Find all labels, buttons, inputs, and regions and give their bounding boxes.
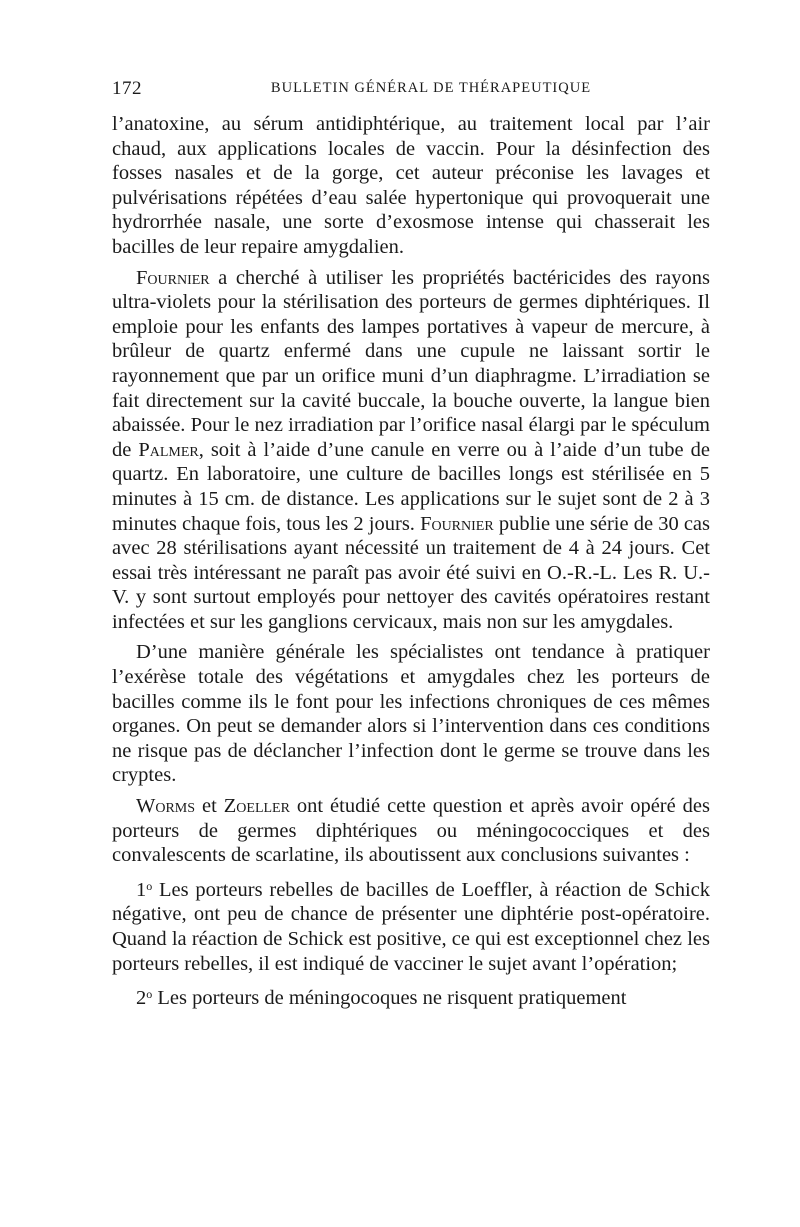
paragraph-1-text: l’anatoxine, au sérum antidiphtérique, au traitement local par l’air chaud, aux applications locales de vaccin. Pour la désinfection des fosses nasales et de la gorge, cet auteur préconise les lavages et pulvérisations répétées d’eau salée hypertonique qui provoquerait une hydrorrhée nasale, une sorte d’exosmose intense qui chasserait les bacilles de leur repaire amygdalien. [112,113,710,258]
paragraph-2-text-b: , soit à l’aide d’une canule en verre ou à l’aide d’un tube de quartz. En laboratoire, une culture de bacilles longs est stérilisée en 5 minutes à 15 cm. de distance. Les applications sur le sujet sont de 2 à 3 minutes chaque fois, tous les 2 jours. [112,438,710,535]
conclusion-item-2-text: Les porteurs de méningocoques ne risquent pratiquement [152,987,627,1010]
item-number: 2 [136,987,147,1010]
paragraph-4-text-a: et [195,795,224,818]
author-name: Fournier [136,266,210,289]
paragraph-2-text-c: publie une série de 30 cas avec 28 stérilisations ayant nécessité un traitement de 4 à 24 jours. Cet essai très intéressant ne paraît pas avoir été suivi en O.-R.-L. Les R. U.-V. y sont surtout employés pour nettoyer des cavités opératoires restant infectées et sur les ganglions cervicaux, mais non sur les amygdales. [112,512,711,633]
conclusion-item-1 [112,874,710,976]
author-name: Fournier [420,512,494,535]
paragraph-2 [112,266,710,635]
page-number: 172 [112,78,142,99]
paragraph-4 [112,794,710,868]
ordinal-mark: o [146,878,153,893]
paragraph-3-text: D’une manière générale les spécialistes ont tendance à pratiquer l’exérèse totale des végétations et amygdales chez les porteurs de bacilles comme ils le font pour les infections chroniques de ces mêmes organes. On peut se demander alors si l’intervention dans ces conditions ne risque pas de déclancher l’infection dont le germe se trouve dans les cryptes. [112,641,710,787]
author-name: Zoeller [223,795,290,818]
conclusion-item-1-text: Les porteurs rebelles de bacilles de Loeffler, à réaction de Schick négative, ont peu de chance de présenter une diphtérie post-opératoire. Quand la réaction de Schick est positive, ce qui est exceptionnel chez les porteurs rebelles, il est indiqué de vacciner le sujet avant l’opération; [112,878,710,975]
item-number: 1 [136,878,147,901]
body-text [112,112,710,1011]
paragraph-3 [112,640,710,788]
paragraph-1 [112,112,710,260]
author-name: Palmer [138,438,199,461]
paragraph-4-text-b: ont étudié cette question et après avoir opéré des porteurs de germes diphtériques ou méningococciques et des convalescents de scarlatine, ils aboutissent aux conclusions suivantes : [112,795,711,867]
running-header [112,70,710,104]
paragraph-2-text-a: a cherché à utiliser les propriétés bactéricides des rayons ultra-violets pour la stérilisation des porteurs de germes diphtériques. Il emploie pour les enfants des lampes portatives à vapeur de mercure, à brûleur de quartz enfermé dans une cupule ne laissant sortir le rayonnement que par un orifice muni d’un diaphragme. L’irradiation se fait directement sur la cavité buccale, la bouche ouverte, la langue bien abaissée. Pour le nez irradiation par l’orifice nasal élargi par le spéculum de [112,266,710,461]
author-name: Worms [136,795,196,818]
conclusion-item-2 [112,982,710,1011]
ordinal-mark: o [146,987,153,1002]
journal-title: BULLETIN GÉNÉRAL DE THÉRAPEUTIQUE [270,80,592,96]
